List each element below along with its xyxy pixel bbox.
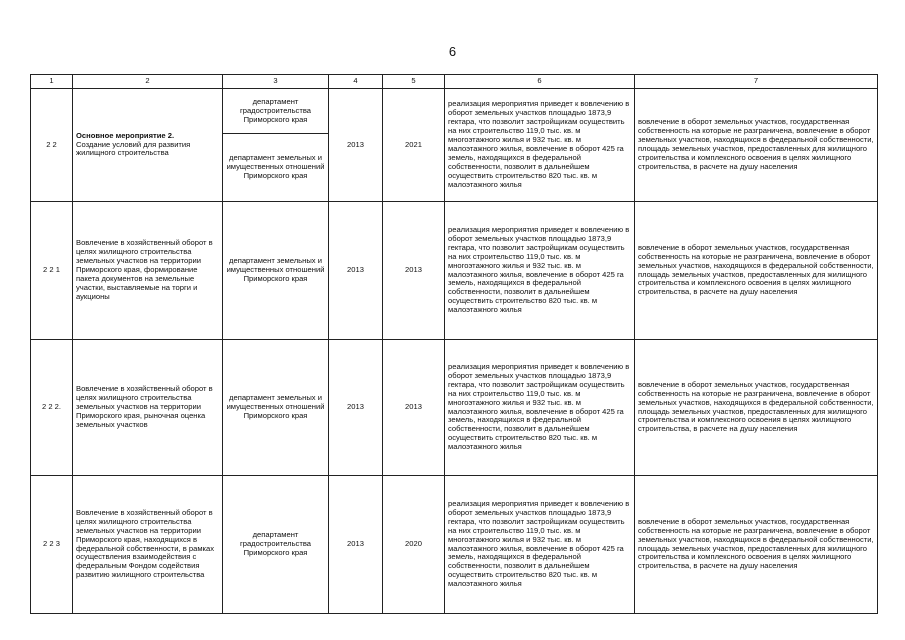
expected-result: реализация мероприятия приведет к вовлечению в оборот земельных участков площадью 1873,9 гектара, что позволит застройщикам осуществить на них строительство 119,0 тыс. кв. м многоэтажного жилья и 932 тыс. кв. м малоэтажного жилья, вовлечение в оборот 425 га земель, находящихся в федеральной собственности, позволит в дальнейшем осуществить строительство 820 тыс. кв. м малоэтажного жилья [445,340,635,476]
header-cell: 3 [223,75,329,89]
table-row [31,202,878,340]
program-table [30,74,878,614]
start-year: 2013 [329,202,383,340]
expected-result: реализация мероприятия приведет к вовлечению в оборот земельных участков площадью 1873,9 гектара, что позволит застройщикам осуществить на них строительство 119,0 тыс. кв. м многоэтажного жилья и 932 тыс. кв. м малоэтажного жилья, вовлечение в оборот 425 га земель, находящихся в федеральной собственности, позволит в дальнейшем осуществить строительство 820 тыс. кв. м малоэтажного жилья [445,476,635,614]
page-number: 6 [448,44,457,59]
header-row [31,75,878,89]
indicators: вовлечение в оборот земельных участков, государственная собственность на которые не разграничена, вовлечение в оборот земельных участков, находящихся в федеральной собственности, площадь земельных участков, предоставленных для жилищного строительства и комплексного освоения в целях жилищного строительства, в расчете на душу населения [635,202,878,340]
row-number: 2 2 2. [31,340,73,476]
executor-2: департамент земельных и имущественных отношений Приморского края [223,134,329,202]
executor-1: департамент градостроительства Приморского края [223,89,329,134]
header-cell: 7 [635,75,878,89]
indicators: вовлечение в оборот земельных участков, государственная собственность на которые не разграничена, вовлечение в оборот земельных участков, находящихся в федеральной собственности, площадь земельных участков, предоставленных для жилищного строительства и комплексного освоения в целях жилищного строительства, в расчете на душу населения [635,476,878,614]
end-year: 2013 [383,202,445,340]
measure-title: Основное мероприятие 2. [76,130,175,140]
measure-name: Вовлечение в хозяйственный оборот в целях жилищного строительства земельных участков на территории Приморского края, рыночная оценка земельных участков [73,340,223,476]
executor: департамент земельных и имущественных отношений Приморского края [223,202,329,340]
measure-name: Вовлечение в хозяйственный оборот в целях жилищного строительства земельных участков на территории Приморского края, находящихся в федеральной собственности, в рамках осуществления взаимодействия с федеральным Фондом содействия развитию жилищного строительства [73,476,223,614]
executor: департамент земельных и имущественных отношений Приморского края [223,340,329,476]
row-number: 2 2 [31,89,73,202]
end-year: 2020 [383,476,445,614]
row-number: 2 2 1 [31,202,73,340]
expected-result: реализация мероприятия приведет к вовлечению в оборот земельных участков площадью 1873,9 гектара, что позволит застройщикам осуществить на них строительство 119,0 тыс. кв. м многоэтажного жилья и 932 тыс. кв. м малоэтажного жилья, вовлечение в оборот 425 га земель, находящихся в федеральной собственности, позволит в дальнейшем осуществить строительство 820 тыс. кв. м малоэтажного жилья [445,89,635,202]
table-row [31,89,878,134]
executor: департамент градостроительства Приморского края [223,476,329,614]
header-cell: 4 [329,75,383,89]
expected-result: реализация мероприятия приведет к вовлечению в оборот земельных участков площадью 1873,9 гектара, что позволит застройщикам осуществить на них строительство 119,0 тыс. кв. м многоэтажного жилья и 932 тыс. кв. м малоэтажного жилья, вовлечение в оборот 425 га земель, находящихся в федеральной собственности, позволит в дальнейшем осуществить строительство 820 тыс. кв. м малоэтажного жилья [445,202,635,340]
indicators: вовлечение в оборот земельных участков, государственная собственность на которые не разграничена, вовлечение в оборот земельных участков, находящихся в федеральной собственности, площадь земельных участков, предоставленных для жилищного строительства и комплексного освоения в целях жилищного строительства, в расчете на душу населения [635,89,878,202]
end-year: 2021 [383,89,445,202]
start-year: 2013 [329,476,383,614]
table-row [31,340,878,476]
indicators: вовлечение в оборот земельных участков, государственная собственность на которые не разграничена, вовлечение в оборот земельных участков, находящихся в федеральной собственности, площадь земельных участков, предоставленных для жилищного строительства и комплексного освоения в целях жилищного строительства, в расчете на душу населения [635,340,878,476]
end-year: 2013 [383,340,445,476]
header-cell: 5 [383,75,445,89]
measure-name: Создание условий для развития жилищного строительства [76,139,191,158]
row-number: 2 2 3 [31,476,73,614]
measure-name: Вовлечение в хозяйственный оборот в целях жилищного строительства земельных участков на территории Приморского края, формирование пакета документов на земельные участки, выставляемые на торги и аукционы [73,202,223,340]
start-year: 2013 [329,89,383,202]
header-cell: 2 [73,75,223,89]
table-row [31,476,878,614]
header-cell: 1 [31,75,73,89]
header-cell: 6 [445,75,635,89]
start-year: 2013 [329,340,383,476]
measure-name-cell [73,89,223,202]
